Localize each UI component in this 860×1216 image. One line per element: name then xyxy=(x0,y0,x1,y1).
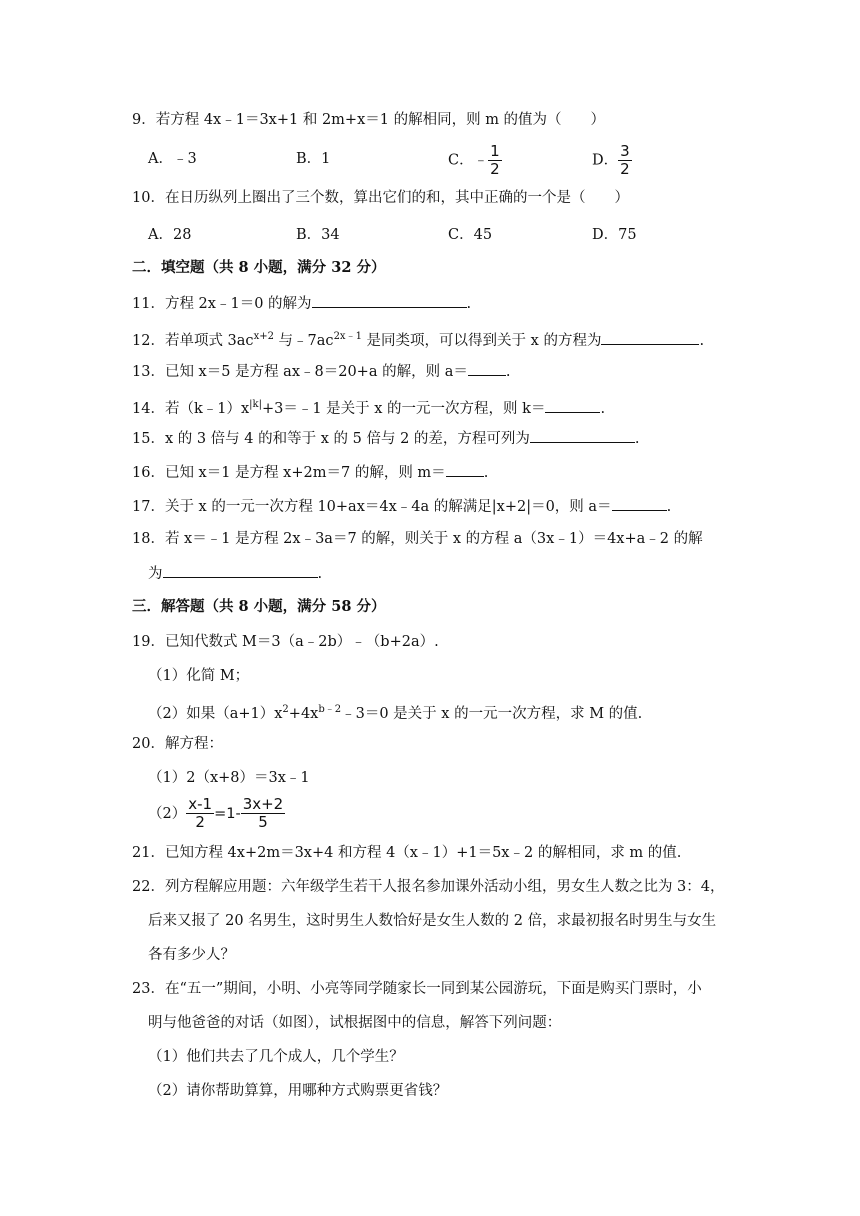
fraction-3x-plus-2-over-5: $\frac{3x+2}{5}$ xyxy=(242,795,284,831)
question-20-part1: （1）2（x+8）＝3x﹣1 xyxy=(148,770,310,786)
question-21: 21．已知方程 4x+2m＝3x+4 和方程 4（x﹣1）+1＝5x﹣2 的解相同，求 m 的值. xyxy=(132,845,682,861)
question-14: 14．若$(k﹣1)x^{|k|}+3=﹣1$ 是关于 x 的一元一次方程，则 k＝ . xyxy=(132,399,606,417)
answer-blank[interactable] xyxy=(545,398,600,413)
question-16: 16．已知 x＝1 是方程 x+2m＝7 的解，则 m＝ . xyxy=(132,462,488,483)
question-23-part1: （1）他们共去了几个成人，几个学生？ xyxy=(148,1049,404,1065)
q9-option-b[interactable]: B．1 xyxy=(296,151,331,167)
question-23-part2: （2）请你帮助算算，用哪种方式购票更省钱？ xyxy=(148,1083,448,1099)
question-17: 17．关于 x 的一元一次方程 10+ax＝4x﹣4a 的解满足|x+2|＝0，则 a＝ . xyxy=(132,496,671,517)
answer-blank[interactable] xyxy=(530,428,635,443)
question-11: 11．方程 2x﹣1＝0 的解为 . xyxy=(132,293,471,314)
q10-option-a[interactable]: A．28 xyxy=(148,227,192,243)
question-20-part2: （2） $\frac{x-1}{2}$ =1- $\frac{3x+2}{5}$ xyxy=(148,795,284,831)
question-9-stem: 9．若方程 4x﹣1＝3x+1 和 2m+x＝1 的解相同，则 m 的值为（ ） xyxy=(132,112,606,128)
q10-option-b[interactable]: B．34 xyxy=(296,227,340,243)
question-22-line3: 各有多少人？ xyxy=(148,947,235,963)
question-22-line2: 后来又报了 20 名男生，这时男生人数恰好是女生人数的 2 倍，求最初报名时男生与女生 xyxy=(148,913,717,929)
question-22-line1: 22．列方程解应用题：六年级学生若干人报名参加课外活动小组，男女生人数之比为 3：4， xyxy=(132,879,725,895)
answer-blank[interactable] xyxy=(446,462,484,477)
question-23-line2: 明与他爸爸的对话（如图），试根据图中的信息，解答下列问题： xyxy=(148,1015,562,1031)
question-10-stem: 10．在日历纵列上圈出了三个数，算出它们的和，其中正确的一个是（ ） xyxy=(132,190,629,206)
q9-option-c[interactable]: C．﹣ $\frac{1}{2}$ xyxy=(448,142,500,178)
answer-blank[interactable] xyxy=(612,496,667,511)
question-19-part1: （1）化简 M； xyxy=(148,668,250,684)
question-18-line1: 18．若 x＝﹣1 是方程 2x﹣3a＝7 的解，则关于 x 的方程 a（3x﹣1）＝4x+a﹣2 的解 xyxy=(132,531,703,547)
question-19-stem: 19．已知代数式 M＝3（a﹣2b）﹣（b+2a）. xyxy=(132,634,439,650)
section-2-heading: 二．填空题（共 8 小题，满分 32 分） xyxy=(132,259,386,276)
q10-option-c[interactable]: C．45 xyxy=(448,227,493,243)
question-12: 12．若单项式 $3ac^{x+2}$ 与$﹣7ac^{2x﹣1}$ 是同类项，可以得到关于 x 的方程为 . xyxy=(132,331,705,349)
question-13: 13．已知 x＝5 是方程 ax﹣8＝20+a 的解，则 a＝ . xyxy=(132,361,510,382)
fraction-one-half: $\frac{1}{2}$ xyxy=(490,142,500,178)
answer-blank[interactable] xyxy=(468,361,506,376)
fraction-x-minus-1-over-2: $\frac{x-1}{2}$ xyxy=(188,795,213,831)
answer-blank[interactable] xyxy=(601,330,699,345)
q9-option-d[interactable]: D． $\frac{3}{2}$ xyxy=(592,142,630,178)
question-23-line1: 23．在“五一”期间，小明、小亮等同学随家长一同到某公园游玩，下面是购买门票时，小 xyxy=(132,981,702,997)
question-20-stem: 20．解方程： xyxy=(132,736,223,752)
answer-blank[interactable] xyxy=(163,563,318,578)
fraction-three-halves: $\frac{3}{2}$ xyxy=(620,142,630,178)
q10-option-d[interactable]: D．75 xyxy=(592,227,637,243)
section-3-heading: 三．解答题（共 8 小题，满分 58 分） xyxy=(132,598,386,615)
q9-option-a[interactable]: A．﹣3 xyxy=(148,151,197,167)
question-15: 15．x 的 3 倍与 4 的和等于 x 的 5 倍与 2 的差，方程可列为 . xyxy=(132,428,640,449)
question-19-part2: （2）如果$(a+1)x^2+4x^{b﹣2}﹣3=0$ 是关于 x 的一元一次方程，求 M 的值. xyxy=(148,704,643,722)
question-18-line2: 为 . xyxy=(148,563,322,584)
answer-blank[interactable] xyxy=(312,293,467,308)
